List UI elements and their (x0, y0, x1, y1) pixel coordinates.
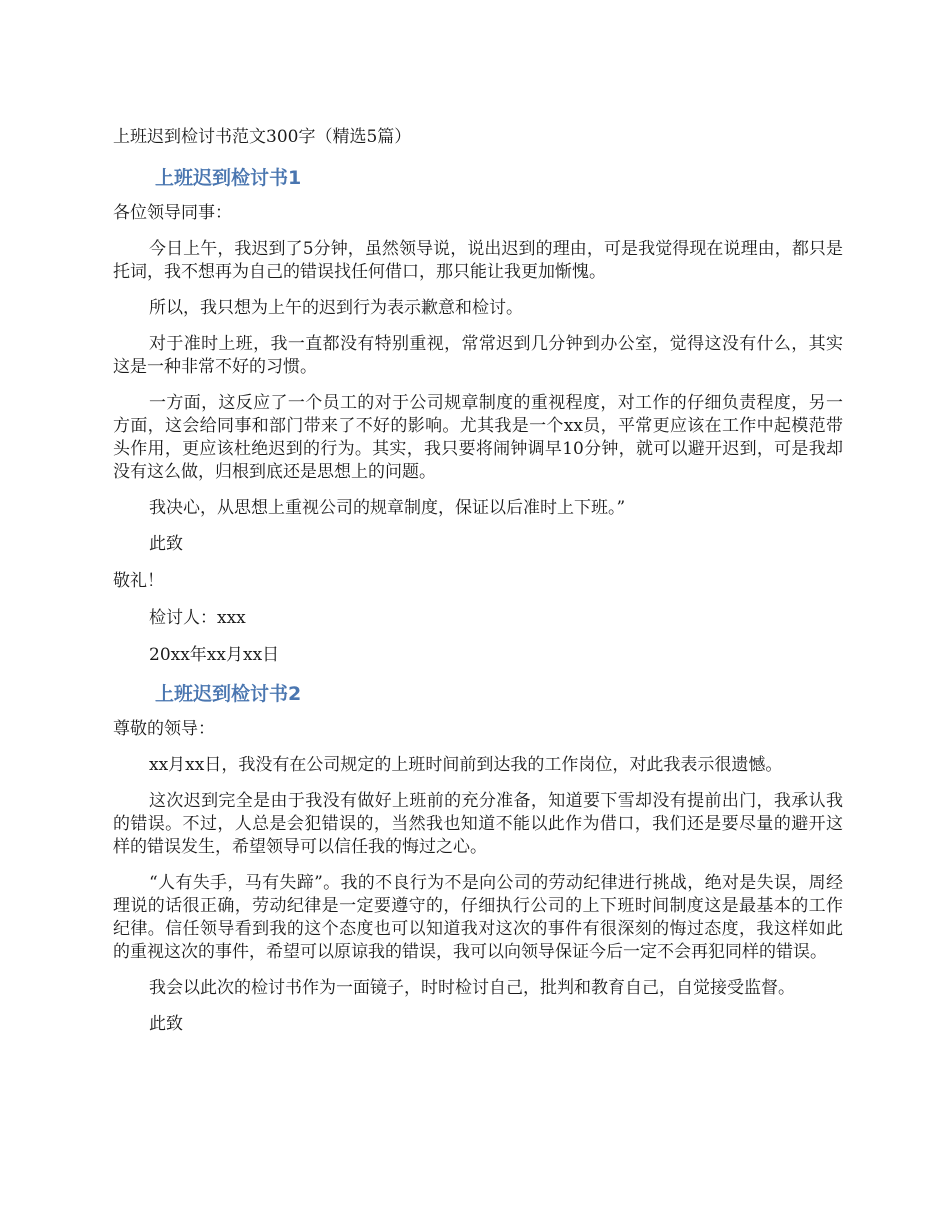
paragraph: 一方面，这反应了一个员工的对于公司规章制度的重视程度，对工作的仔细负责程度，另一方面，这会给同事和部门带来了不好的影响。尤其我是一个xx员，平常更应该在工作中起模范带头作用，更应该杜绝迟到的行为。其实，我只要将闹钟调早10分钟，就可以避开迟到，可是我却没有这么做，归根到底还是思想上的问题。 (113, 393, 843, 482)
salutation: 尊敬的领导： (113, 719, 215, 739)
document-title: 上班迟到检讨书范文300字（精选5篇） (113, 127, 412, 147)
paragraph: 这次迟到完全是由于我没有做好上班前的充分准备，知道要下雪却没有提前出门，我承认我的错误。不过，人总是会犯错误的，当然我也知道不能以此作为借口，我们还是要尽量的避开这样的错误发生，希望领导可以信任我的悔过之心。 (113, 791, 843, 857)
regards: 敬礼！ (113, 571, 164, 591)
date: 20xx年xx月xx日 (149, 645, 280, 665)
paragraph: 今日上午，我迟到了5分钟，虽然领导说，说出迟到的理由，可是我觉得现在说理由，都只是托词，我不想再为自己的错误找任何借口，那只能让我更加惭愧。 (113, 239, 843, 282)
section-heading: 上班迟到检讨书1 (155, 167, 302, 189)
paragraph: 对于准时上班，我一直都没有特别重视，常常迟到几分钟到办公室，觉得这没有什么，其实这是一种非常不好的习惯。 (113, 334, 843, 377)
paragraph: 我决心，从思想上重视公司的规章制度，保证以后准时上下班。” (149, 498, 626, 518)
salutation: 各位领导同事： (113, 203, 232, 223)
section-heading: 上班迟到检讨书2 (155, 683, 302, 705)
paragraph: xx月xx日，我没有在公司规定的上班时间前到达我的工作岗位，对此我表示很遗憾。 (149, 755, 783, 775)
closing: 此致 (149, 534, 183, 554)
closing: 此致 (149, 1014, 183, 1034)
signer: 检讨人：xxx (149, 608, 246, 628)
paragraph: 我会以此次的检讨书作为一面镜子，时时检讨自己，批判和教育自己，自觉接受监督。 (149, 978, 795, 998)
paragraph: 所以，我只想为上午的迟到行为表示歉意和检讨。 (149, 298, 523, 318)
document-page (113, 124, 843, 1049)
paragraph: “人有失手，马有失蹄”。我的不良行为不是向公司的劳动纪律进行挑战，绝对是失误，周经理说的话很正确，劳动纪律是一定要遵守的，仔细执行公司的上下班时间制度这是最基本的工作纪律。信任领导看到我的这个态度也可以知道我对这次的事件有很深刻的悔过态度，我这样如此的重视这次的事件，希望可以原谅我的错误，我可以向领导保证今后一定不会再犯同样的错误。 (113, 873, 843, 962)
